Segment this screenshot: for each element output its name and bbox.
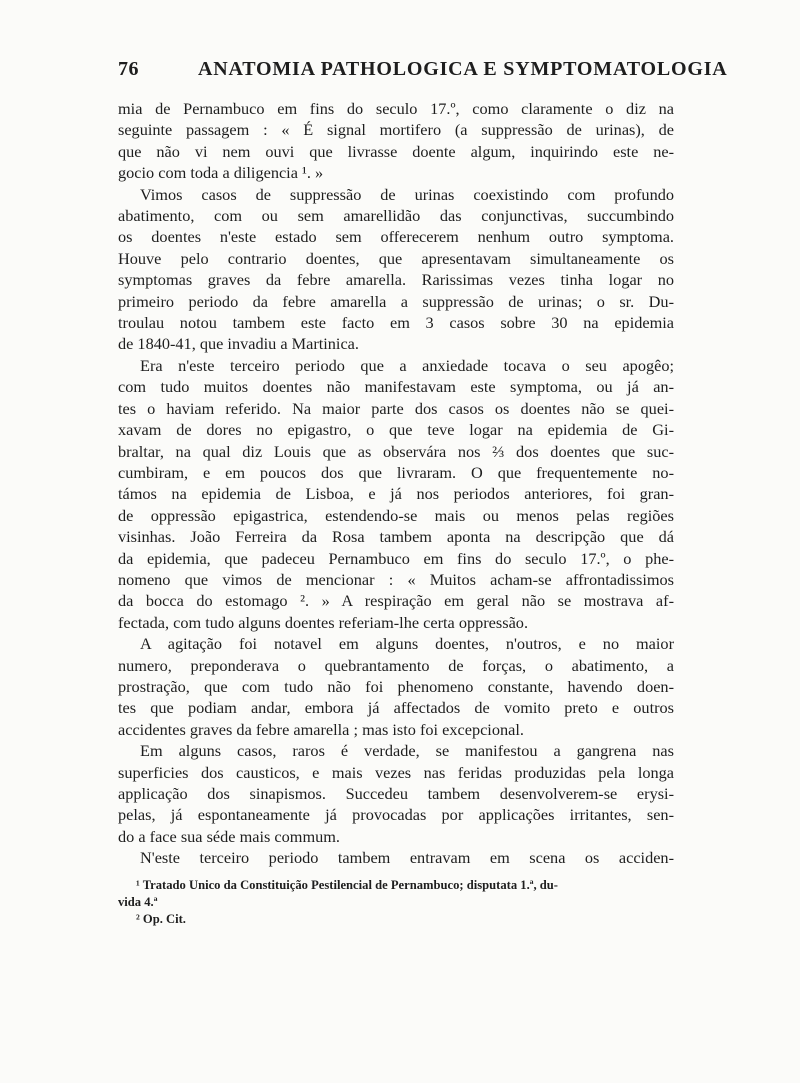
text-line: prostração, que com tudo não foi phenomeno constante, havendo doen- bbox=[118, 676, 674, 696]
paragraph bbox=[118, 847, 674, 868]
text-line: symptomas graves da febre amarella. Rarissimas vezes tinha logar no bbox=[118, 270, 674, 290]
paragraph bbox=[118, 355, 674, 633]
text-line: Vimos casos de suppressão de urinas coexistindo com profundo bbox=[140, 184, 674, 204]
text-line: applicação dos sinapismos. Succedeu tambem desenvolverem-se erysi- bbox=[118, 784, 674, 803]
text-line: támos na epidemia de Lisboa, e já nos periodos anteriores, foi gran- bbox=[118, 484, 674, 504]
page-number: 76 bbox=[118, 58, 139, 80]
text-line: Houve pelo contrario doentes, que apresentavam simultaneamente os bbox=[118, 248, 674, 268]
paragraph bbox=[118, 740, 674, 847]
footnote-2: ² Op. Cit. bbox=[136, 912, 186, 926]
text-line: que não vi nem ouvi que livrasse doente algum, inquirindo este ne- bbox=[118, 141, 674, 161]
text-line: fectada, com tudo alguns doentes referiam-lhe certa oppressão. bbox=[118, 612, 529, 632]
text-line: Em alguns casos, raros é verdade, se manifestou a gangrena nas bbox=[140, 741, 674, 761]
text-line: nomeno que vimos de mencionar : « Muitos acham-se affrontadissimos bbox=[118, 569, 674, 589]
text-line: superficies dos causticos, e mais vezes nas feridas produzidas pela longa bbox=[118, 762, 674, 782]
text-line: xavam de dores no epigastro, o que teve logar na epidemia de Gi- bbox=[118, 420, 674, 440]
running-title: ANATOMIA PATHOLOGICA E SYMPTOMATOLOGIA bbox=[198, 58, 728, 80]
footnotes bbox=[118, 877, 674, 928]
text-line: de oppressão epigastrica, estendendo-se mais ou menos pelas regiões bbox=[118, 505, 674, 525]
body-text bbox=[118, 98, 674, 869]
paragraph bbox=[118, 184, 674, 355]
text-line: abatimento, com ou sem amarellidão das conjunctivas, succumbindo bbox=[118, 206, 674, 226]
text-line: accidentes graves da febre amarella ; mas isto foi excepcional. bbox=[118, 719, 524, 739]
text-line: gocio com toda a diligencia ¹. » bbox=[118, 163, 324, 183]
paragraph bbox=[118, 633, 674, 740]
text-line: Era n'este terceiro periodo que a anxiedade tocava o seu apogêo; bbox=[140, 355, 674, 375]
text-line: A agitação foi notavel em alguns doentes, n'outros, e no maior bbox=[140, 634, 674, 654]
text-line: tes o haviam referido. Na maior parte dos casos os doentes não se quei- bbox=[118, 398, 674, 418]
text-line: numero, preponderava o quebrantamento de forças, o abatimento, a bbox=[118, 655, 674, 675]
page-header bbox=[118, 58, 728, 90]
paragraph bbox=[118, 98, 674, 184]
text-line: troulau notou tambem este facto em 3 casos sobre 30 na epidemia bbox=[118, 313, 674, 333]
text-line: cumbiram, e em poucos dos que livraram. O que frequentemente no- bbox=[118, 462, 674, 482]
text-line: do a face sua séde mais commum. bbox=[118, 826, 340, 846]
text-line: N'este terceiro periodo tambem entravam em scena os acciden- bbox=[140, 848, 674, 868]
text-line: tes que podiam andar, embora já affectados de vomito preto e outros bbox=[118, 698, 674, 718]
text-line: primeiro periodo da febre amarella a suppressão de urinas; o sr. Du- bbox=[118, 291, 674, 311]
footnote-1-continuation: vida 4.ª bbox=[118, 895, 158, 909]
text-line: da epidemia, que padeceu Pernambuco em fins do seculo 17.º, o phe- bbox=[118, 548, 674, 568]
footnote-1: ¹ Tratado Unico da Constituição Pestilencial de Pernambuco; disputata 1.ª, du- bbox=[136, 878, 558, 892]
text-line: visinhas. João Ferreira da Rosa tambem aponta na descripção que dá bbox=[118, 527, 674, 547]
text-line: de 1840-41, que invadiu a Martinica. bbox=[118, 334, 359, 354]
text-line: mia de Pernambuco em fins do seculo 17.º, como claramente o diz na bbox=[118, 99, 674, 118]
text-line: os doentes n'este estado sem offerecerem nenhum outro symptoma. bbox=[118, 227, 674, 247]
text-line: seguinte passagem : « É signal mortifero (a suppressão de urinas), de bbox=[118, 120, 674, 140]
text-line: braltar, na qual diz Louis que as observára nos ⅔ dos doentes que suc- bbox=[118, 441, 674, 461]
text-line: com tudo muitos doentes não manifestavam este symptoma, ou já an- bbox=[118, 377, 674, 397]
text-line: pelas, já espontaneamente já provocadas por applicações irritantes, sen- bbox=[118, 805, 674, 825]
text-line: da bocca do estomago ². » A respiração em geral não se mostrava af- bbox=[118, 591, 674, 611]
